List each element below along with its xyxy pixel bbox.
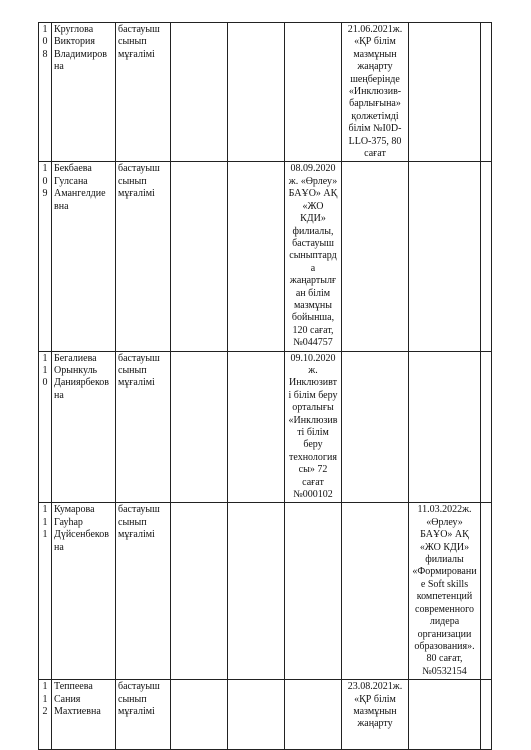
- teacher-position: бастауыш сынып мұғалімі: [116, 351, 171, 503]
- teacher-name: Бегалиева Орынкуль Даниярбеков на: [52, 351, 116, 503]
- empty-cell: [481, 351, 492, 503]
- empty-cell: [228, 351, 285, 503]
- empty-cell: [171, 680, 228, 750]
- teacher-name: Бекбаева Гулсана Амангелдие вна: [52, 162, 116, 351]
- row-number: 1 1 2: [39, 680, 52, 750]
- teacher-name: Круглова Виктория Владимиров на: [52, 23, 116, 162]
- empty-cell: [171, 351, 228, 503]
- teacher-position: бастауыш сынып мұғалімі: [116, 680, 171, 750]
- teacher-position: бастауыш сынып мұғалімі: [116, 23, 171, 162]
- empty-cell: [171, 162, 228, 351]
- course-2020: 09.10.2020 ж. Инклюзивт і білім беру орталығы «Инклюзив ті білім беру технология сы» 72 сағат №000102: [285, 351, 342, 503]
- course-2020: 08.09.2020 ж. «Өрлеу» БАҰО» АҚ «ЖО КДИ» филиалы, бастауыш сыныптард а жаңартылғ ан білім мазмұны бойынша, 120 сағат, №044757: [285, 162, 342, 351]
- row-number: 1 1 1: [39, 503, 52, 680]
- empty-cell: [171, 23, 228, 162]
- teacher-name: Теппеева Сания Махтиевна: [52, 680, 116, 750]
- empty-cell: [481, 680, 492, 750]
- course-2020: [285, 23, 342, 162]
- course-2020: [285, 503, 342, 680]
- empty-cell: [481, 23, 492, 162]
- course-2021: 21.06.2021ж. «ҚР білім мазмұнын жаңарту шеңберінде «Инклюзив- барлығына» қолжетімді білім №I0D- LLO-375, 80 сағат: [342, 23, 409, 162]
- row-number: 1 0 8: [39, 23, 52, 162]
- teacher-name: Кумарова Гауһар Дүйсенбеков на: [52, 503, 116, 680]
- course-2022: 11.03.2022ж. «Өрлеу» БАҰО» АҚ «ЖО КДИ» филиалы «Формировани е Soft skills компетенций современного лидера организации образования». 80 сағат, №0532154: [409, 503, 481, 680]
- course-2021: [342, 503, 409, 680]
- empty-cell: [228, 162, 285, 351]
- empty-cell: [228, 503, 285, 680]
- table-row: [39, 23, 492, 162]
- row-number: 1 1 0: [39, 351, 52, 503]
- table-row: [39, 680, 492, 750]
- empty-cell: [228, 23, 285, 162]
- course-2022: [409, 680, 481, 750]
- course-2022: [409, 351, 481, 503]
- staff-training-table: [38, 22, 492, 750]
- table-row: [39, 162, 492, 351]
- empty-cell: [481, 162, 492, 351]
- empty-cell: [171, 503, 228, 680]
- course-2021: [342, 351, 409, 503]
- course-2021: [342, 162, 409, 351]
- table-row: [39, 503, 492, 680]
- table-row: [39, 351, 492, 503]
- row-number: 1 0 9: [39, 162, 52, 351]
- empty-cell: [481, 503, 492, 680]
- empty-cell: [228, 680, 285, 750]
- course-2022: [409, 162, 481, 351]
- course-2020: [285, 680, 342, 750]
- teacher-position: бастауыш сынып мұғалімі: [116, 162, 171, 351]
- course-2022: [409, 23, 481, 162]
- course-2021: 23.08.2021ж. «ҚР білім мазмұнын жаңарту: [342, 680, 409, 750]
- teacher-position: бастауыш сынып мұғалімі: [116, 503, 171, 680]
